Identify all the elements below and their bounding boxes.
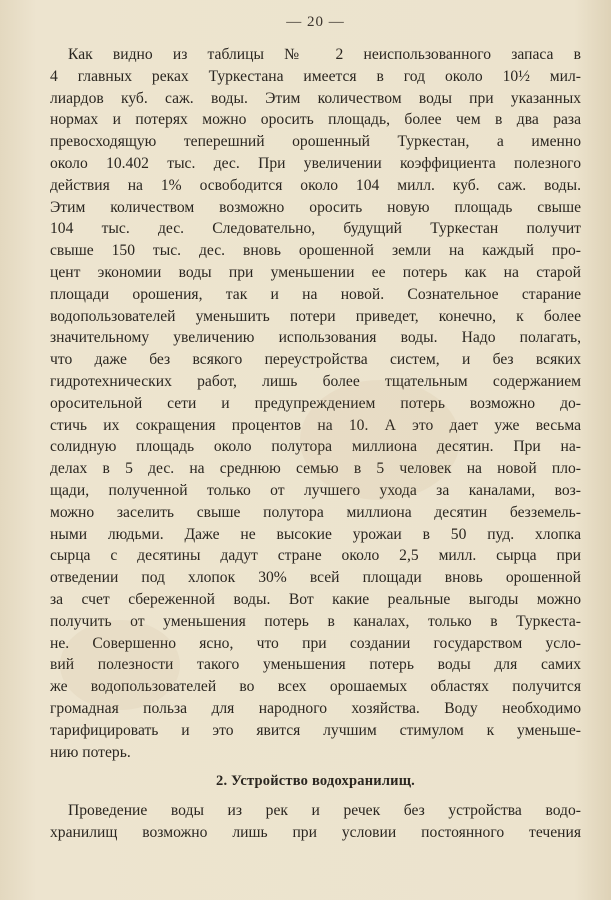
text-line: хранилищ возможно лишь при условии постоянного течения [50,824,581,842]
text-line: ными людьми. Даже не высокие урожаи в 50 пуд. хлопка [50,525,581,543]
section-heading: 2. Устройство водохранилищ. [216,773,415,790]
text-line: площади орошения, так и на новой. Сознательное старание [50,285,581,303]
text-line: лиардов куб. саж. воды. Этим количеством воды при указанных [50,89,581,107]
text-line: не. Совершенно ясно, что при создании государством усло- [50,634,581,652]
text-line: Этим количеством возможно оросить новую площадь свыше [50,198,581,216]
text-line: 104 тыс. дес. Следовательно, будущий Туркестан получит [50,220,581,238]
text-line: свыше 150 тыс. дес. вновь орошенной земли на каждый про- [50,242,581,260]
text-line: гидротехнических работ, лишь более тщательным содержанием [50,372,581,390]
text-line: 4 главных реках Туркестана имеется в год около 10½ мил- [50,67,581,85]
text-line: действия на 1% освободится около 104 милл. куб. саж. воды. [50,176,581,194]
text-line: за счет сбереженной воды. Вот какие реальные выгоды можно [50,590,581,608]
text-line: Проведение воды из рек и речек без устройства водо- [68,802,581,820]
text-line: тарифицировать и это явится лучшим стимулом к уменьше- [50,721,581,739]
text-line: значительному увеличению использования воды. Надо полагать, [50,329,581,347]
text-line: же водопользователей во всех орошаемых областях получится [50,678,581,696]
text-line: что даже без всякого переустройства систем, и без всяких [50,351,581,369]
text-line: оросительной сети и предупреждением потерь возможно до- [50,394,581,412]
text-line: водопользователей уменьшить потери приведет, конечно, к более [50,307,581,325]
text-line: отведении под хлопок 30% всей площади вновь орошенной [50,569,581,587]
text-line: вий полезности такого уменьшения потерь воды для самих [50,656,581,674]
paragraph-water-losses [50,44,581,763]
text-line: около 10.402 тыс. дес. При увеличении коэффициента полезного [50,154,581,172]
text-line: делах в 5 дес. на среднюю семью в 5 человек на новой пло- [50,460,581,478]
page-number: — 20 — [286,14,345,30]
text-line: Как видно из таблицы № 2 неиспользованного запаса в [68,46,581,63]
text-line: нормах и потерях можно оросить площадь, более чем в два раза [50,111,581,129]
text-line: щади, полученной только от лучшего ухода за каналами, воз- [50,481,581,499]
text-line: можно заселить свыше полутора миллиона десятин безземель- [50,503,581,521]
text-line: сырца с десятины дадут стране около 2,5 милл. сырца при [50,547,581,565]
text-line: нию потерь. [50,743,131,761]
text-line: цент экономии воды при уменьшении ее потерь как на старой [50,263,581,281]
paragraph-reservoirs [50,800,581,844]
text-line: получить от уменьшения потерь в каналах, только в Туркеста- [50,612,581,630]
text-line: солидную площадь около полутора миллиона десятин. При на- [50,438,581,456]
text-line: превосходящую теперешний орошенный Туркестан, а именно [50,133,581,151]
text-line: громадная польза для народного хозяйства. Воду необходимо [50,699,581,717]
text-line: стичь их сокращения процентов на 10. А это дает уже весьма [50,416,581,434]
